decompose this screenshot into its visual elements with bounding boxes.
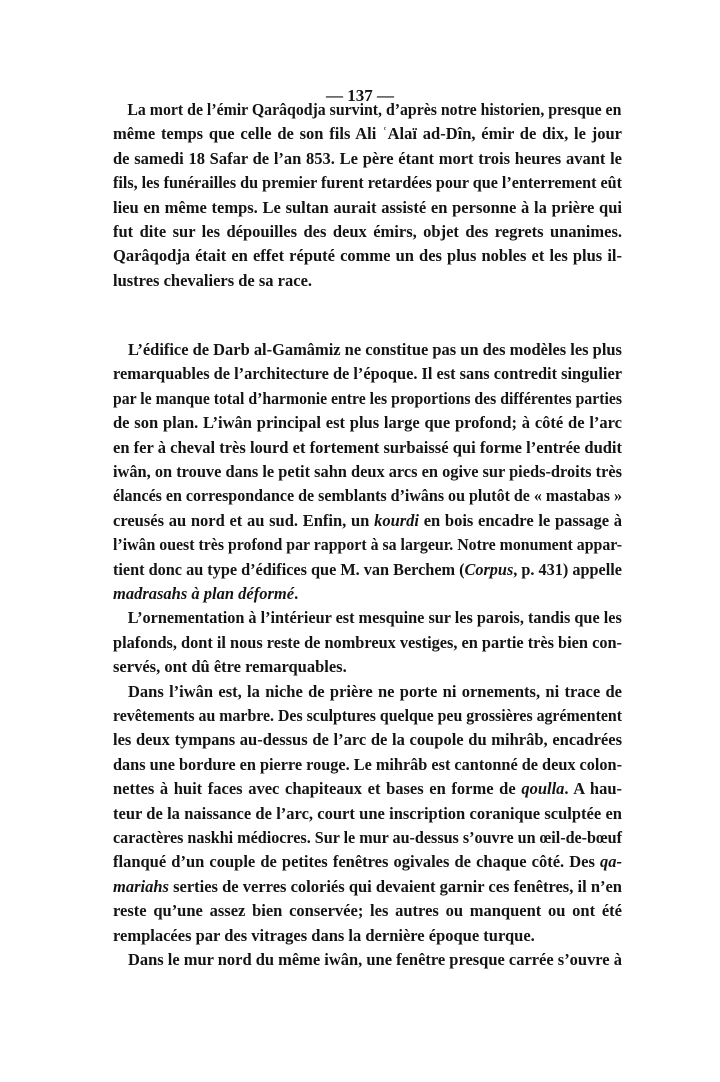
text-line [113, 196, 622, 220]
page-number: — 137 — [326, 86, 394, 105]
text-line [113, 269, 622, 293]
text-segment: fils, les funérailles du premier furent retardées pour que l’enterrement eût [113, 173, 622, 193]
text-line [113, 509, 622, 533]
text-segment: lieu en même temps. Le sultan aurait assisté en personne à la prière qui [113, 197, 622, 217]
italic-text: kourdi [374, 510, 419, 530]
text-segment: . [294, 583, 299, 603]
text-line [113, 460, 622, 484]
text-segment: de samedi 18 Safar de l’an 853. Le père étant mort trois heures avant le [113, 148, 622, 168]
text-line [113, 850, 622, 874]
paragraph-3 [113, 606, 622, 679]
text-segment: plafonds, dont il nous reste de nombreux vestiges, en partie très bien con- [113, 632, 622, 652]
text-line [113, 875, 622, 899]
italic-text: Corpus [464, 559, 514, 579]
text-segment: L’édifice de Darb al-Gamâmiz ne constitue pas un des modèles les plus [127, 340, 622, 359]
text-segment: revêtements au marbre. Des sculptures quelque peu grossières agrémentent [113, 705, 622, 725]
text-line [113, 924, 622, 948]
text-segment: l’iwân ouest très profond par rapport à sa largeur. Notre monument appar- [113, 535, 622, 555]
text-segment: teur de la naissance de l’arc, court une inscription coranique sculptée en [113, 803, 622, 823]
text-line [113, 122, 622, 146]
text-segment: tient donc au type d’édifices que M. van Berchem ( [113, 559, 465, 579]
text-segment: iwân, on trouve dans le petit sahn deux arcs en ogive sur pieds-droits très [113, 461, 622, 481]
text-line [113, 558, 622, 582]
text-line [113, 948, 621, 972]
italic-text: qa- [600, 852, 622, 872]
text-line [113, 753, 622, 777]
text-line [113, 802, 622, 826]
text-line [113, 606, 622, 630]
text-segment: par le manque total d’harmonie entre les proportions des différentes parties [113, 388, 622, 408]
text-segment: Dans l’iwân est, la niche de prière ne porte ni ornements, ni trace de [128, 681, 622, 701]
text-line [113, 171, 622, 195]
text-segment: remarquables de l’architecture de l’époque. Il est sans contredit singulier [113, 364, 622, 384]
text-line [113, 362, 622, 386]
text-line [113, 631, 622, 655]
text-line [113, 728, 622, 752]
text-segment: servés, ont dû être remarquables. [113, 657, 347, 677]
italic-text: madrasahs à plan déformé [113, 583, 295, 603]
text-segment: serties de verres coloriés qui devaient garnir ces fenêtres, il n’en [168, 876, 622, 896]
text-segment: , p. 431) appelle [513, 559, 622, 579]
text-segment: fut dite sur les dépouilles des deux émirs, objet des regrets unanimes. [113, 221, 622, 241]
text-segment: même temps que celle de son fils Ali ʿAlaï ad-Dîn, émir de dix, le jour [113, 124, 622, 144]
text-line [113, 533, 622, 557]
italic-text: mariahs [113, 876, 169, 896]
text-segment: L’ornementation à l’intérieur est mesquine sur les parois, tandis que les [127, 608, 622, 628]
text-segment: flanqué d’un couple de petites fenêtres ogivales de chaque côté. Des [113, 852, 600, 872]
text-segment: Dans le mur nord du même iwân, une fenêtre presque carrée s’ouvre à [127, 950, 622, 969]
text-line [113, 582, 622, 606]
text-line [113, 147, 622, 171]
text-line [113, 436, 622, 460]
text-line [113, 98, 622, 122]
text-segment: creusés au nord et au sud. Enfin, un [113, 510, 375, 530]
text-line [113, 338, 620, 362]
text-line [113, 220, 622, 244]
text-line [113, 680, 622, 704]
text-line [113, 899, 622, 923]
text-line [113, 704, 622, 728]
text-line [113, 826, 622, 850]
text-line [113, 484, 622, 508]
paragraph-2 [113, 338, 622, 606]
text-line [113, 387, 622, 411]
text-segment: reste qu’une assez bien conservée; les autres ou manquent ou ont été [113, 901, 622, 921]
paragraph-5 [113, 948, 622, 972]
text-line [113, 244, 622, 268]
paragraph-4 [113, 680, 622, 948]
text-segment: nettes à huit faces avec chapiteaux et bases en forme de [113, 779, 522, 799]
text-segment: caractères naskhi médiocres. Sur le mur au-dessus s’ouvre un œil-de-bœuf [113, 827, 622, 847]
text-segment: en bois encadre le passage à [419, 510, 622, 530]
text-segment: de son plan. L’iwân principal est plus large que profond; à côté de l’arc [113, 413, 622, 433]
text-segment: remplacées par des vitrages dans la dernière époque turque. [113, 925, 535, 945]
text-segment: dans une bordure en pierre rouge. Le mihrâb est cantonné de deux colon- [113, 754, 622, 774]
text-line [113, 655, 622, 679]
text-segment: en fer à cheval très lourd et fortement surbaissé qui forme l’entrée dudit [113, 437, 622, 457]
italic-text: qoulla [521, 779, 565, 799]
text-segment: Qarâqodja était en effet réputé comme un des plus nobles et les plus il- [113, 246, 622, 266]
text-segment: lustres chevaliers de sa race. [113, 270, 313, 290]
text-segment: . A hau- [564, 779, 622, 799]
text-line [113, 777, 622, 801]
text-line [113, 411, 622, 435]
paragraph-1 [113, 98, 622, 293]
text-segment: élancés en correspondance de semblants d’iwâns ou plutôt de « mastabas » [113, 486, 622, 506]
text-segment: La mort de l’émir Qarâqodja survint, d’après notre historien, presque en [127, 100, 622, 119]
text-segment: les deux tympans au-dessus de l’arc de la coupole du mihrâb, encadrées [113, 730, 622, 750]
